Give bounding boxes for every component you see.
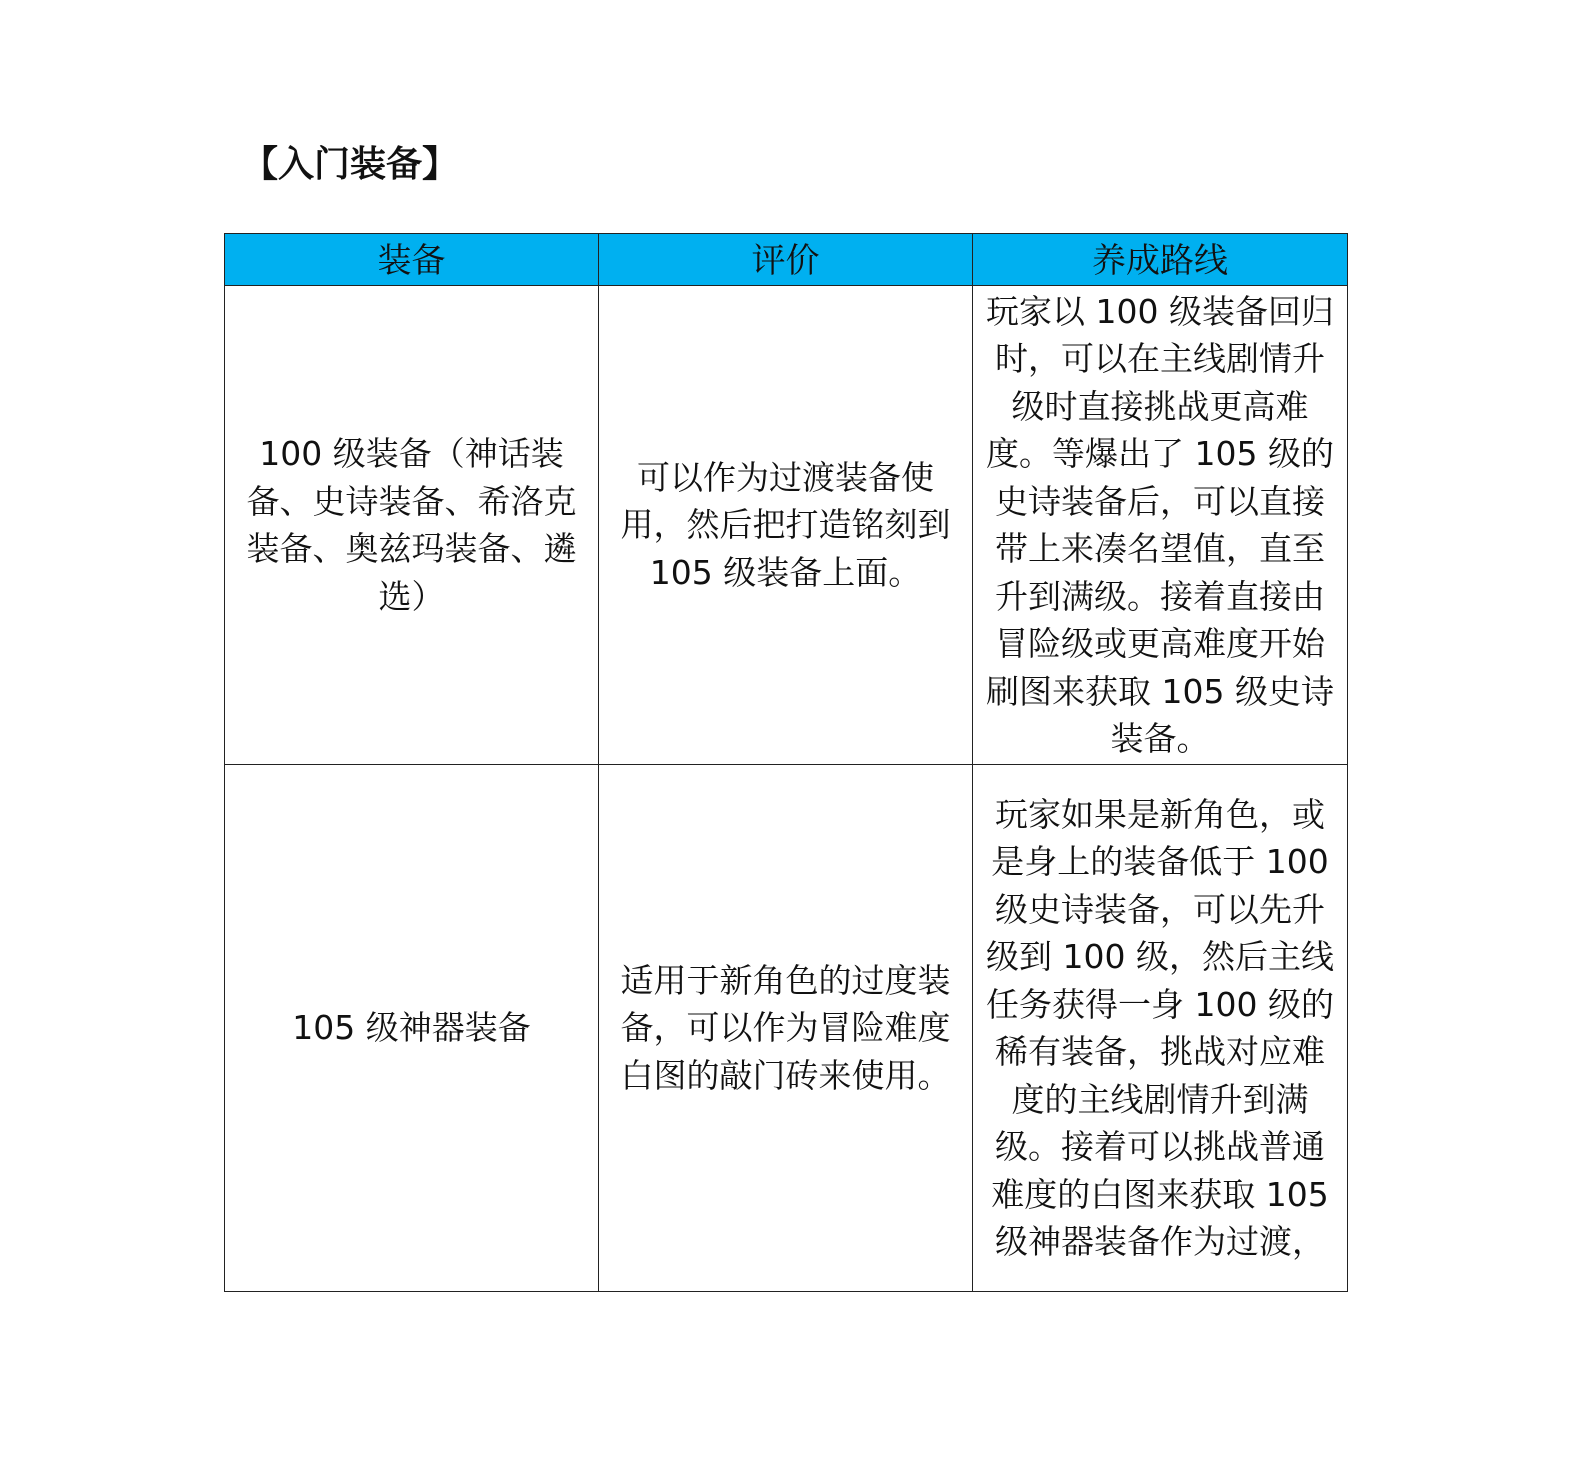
equipment-text: 105 级神器装备: [292, 1008, 531, 1048]
route-text: 玩家以 100 级装备回归时，可以在主线剧情升级时直接挑战更高难度。等爆出了 105 级的史诗装备后，可以直接带上来凑名望值，直至升到满级。接着直接由冒险级或更高难度开始刷图来获取 105 级史诗装备。: [986, 291, 1334, 758]
route-cell: [973, 286, 1348, 765]
equipment-table: [224, 233, 1348, 1292]
route-cell: [973, 765, 1348, 1292]
table-row: [225, 765, 1348, 1292]
header-route: 养成路线: [973, 234, 1348, 286]
evaluation-cell: [599, 765, 973, 1292]
page-title: 【入门装备】: [242, 144, 459, 185]
equipment-cell: [225, 286, 599, 765]
header-evaluation: 评价: [599, 234, 973, 286]
header-equipment: 装备: [225, 234, 599, 286]
equipment-cell: [225, 765, 599, 1292]
table-row: [225, 286, 1348, 765]
evaluation-text: 适用于新角色的过度装备，可以作为冒险难度白图的敲门砖来使用。: [620, 960, 951, 1095]
equipment-text: 100 级装备（神话装备、史诗装备、希洛克装备、奥兹玛装备、遴选）: [246, 434, 577, 616]
route-text: 玩家如果是新角色，或是身上的装备低于 100 级史诗装备，可以先升级到 100 级，然后主线任务获得一身 100 级的稀有装备，挑战对应难度的主线剧情升到满级。接着可以挑战普通难度的白图来获取 105 级神器装备作为过渡，: [986, 794, 1334, 1261]
table-header-row: [225, 234, 1348, 286]
evaluation-text: 可以作为过渡装备使用，然后把打造铭刻到 105 级装备上面。: [620, 457, 951, 592]
evaluation-cell: [599, 286, 973, 765]
